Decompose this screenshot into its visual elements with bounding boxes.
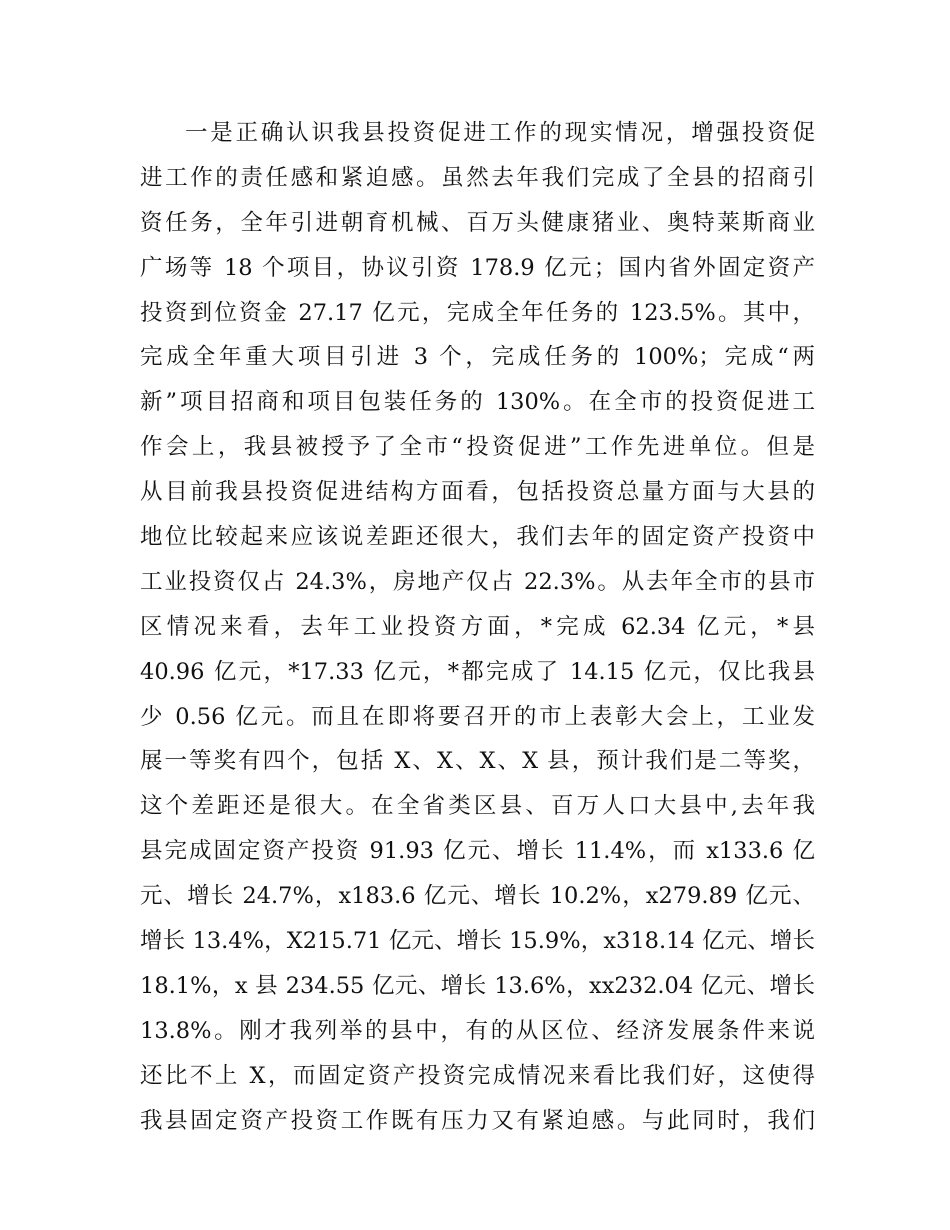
text-line: 13.8%。刚才我列举的县中，有的从区位、经济发展条件来说 <box>140 1017 815 1044</box>
body-paragraph <box>140 111 815 1143</box>
text-line: 县完成固定资产投资 91.93 亿元、增长 11.4%，而 x133.6 亿 <box>140 838 815 865</box>
text-line: 进工作的责任感和紧迫感。虽然去年我们完成了全县的招商引 <box>140 164 815 191</box>
text-line: 40.96 亿元，*17.33 亿元，*都完成了 14.15 亿元，仅比我县 <box>140 658 815 685</box>
text-line: 完成全年重大项目引进 3 个，完成任务的 100%；完成“两 <box>140 344 815 371</box>
text-line: 资任务，全年引进朝育机械、百万头健康猪业、奥特莱斯商业 <box>140 209 815 236</box>
text-line: 新”项目招商和项目包装任务的 130%。在全市的投资促进工 <box>140 389 815 416</box>
text-line: 投资到位资金 27.17 亿元，完成全年任务的 123.5%。其中， <box>140 299 815 326</box>
text-line: 作会上，我县被授予了全市“投资促进”工作先进单位。但是 <box>140 434 815 461</box>
text-line: 区情况来看，去年工业投资方面，*完成 62.34 亿元，*县 <box>140 613 815 640</box>
text-line: 从目前我县投资促进结构方面看，包括投资总量方面与大县的 <box>140 479 815 506</box>
text-line: 18.1%，x 县 234.55 亿元、增长 13.6%，xx232.04 亿元、增长 <box>140 972 815 999</box>
text-line: 工业投资仅占 24.3%，房地产仅占 22.3%。从去年全市的县市 <box>140 568 815 595</box>
text-line: 地位比较起来应该说差距还很大，我们去年的固定资产投资中 <box>140 524 815 551</box>
text-line: 一是正确认识我县投资促进工作的现实情况，增强投资促 <box>185 120 815 146</box>
text-line: 广场等 18 个项目，协议引资 178.9 亿元；国内省外固定资产 <box>140 254 815 281</box>
text-line: 我县固定资产投资工作既有压力又有紧迫感。与此同时，我们 <box>140 1107 815 1134</box>
text-line: 少 0.56 亿元。而且在即将要召开的市上表彰大会上，工业发 <box>140 703 815 730</box>
text-line: 这个差距还是很大。在全省类区县、百万人口大县中,去年我 <box>140 793 815 820</box>
text-line: 增长 13.4%，X215.71 亿元、增长 15.9%，x318.14 亿元、增长 <box>140 928 815 955</box>
text-line: 元、增长 24.7%，x183.6 亿元、增长 10.2%，x279.89 亿元、 <box>140 883 815 910</box>
text-line: 还比不上 X，而固定资产投资完成情况来看比我们好，这使得 <box>140 1062 815 1089</box>
text-line: 展一等奖有四个，包括 X、X、X、X 县，预计我们是二等奖， <box>140 748 815 775</box>
